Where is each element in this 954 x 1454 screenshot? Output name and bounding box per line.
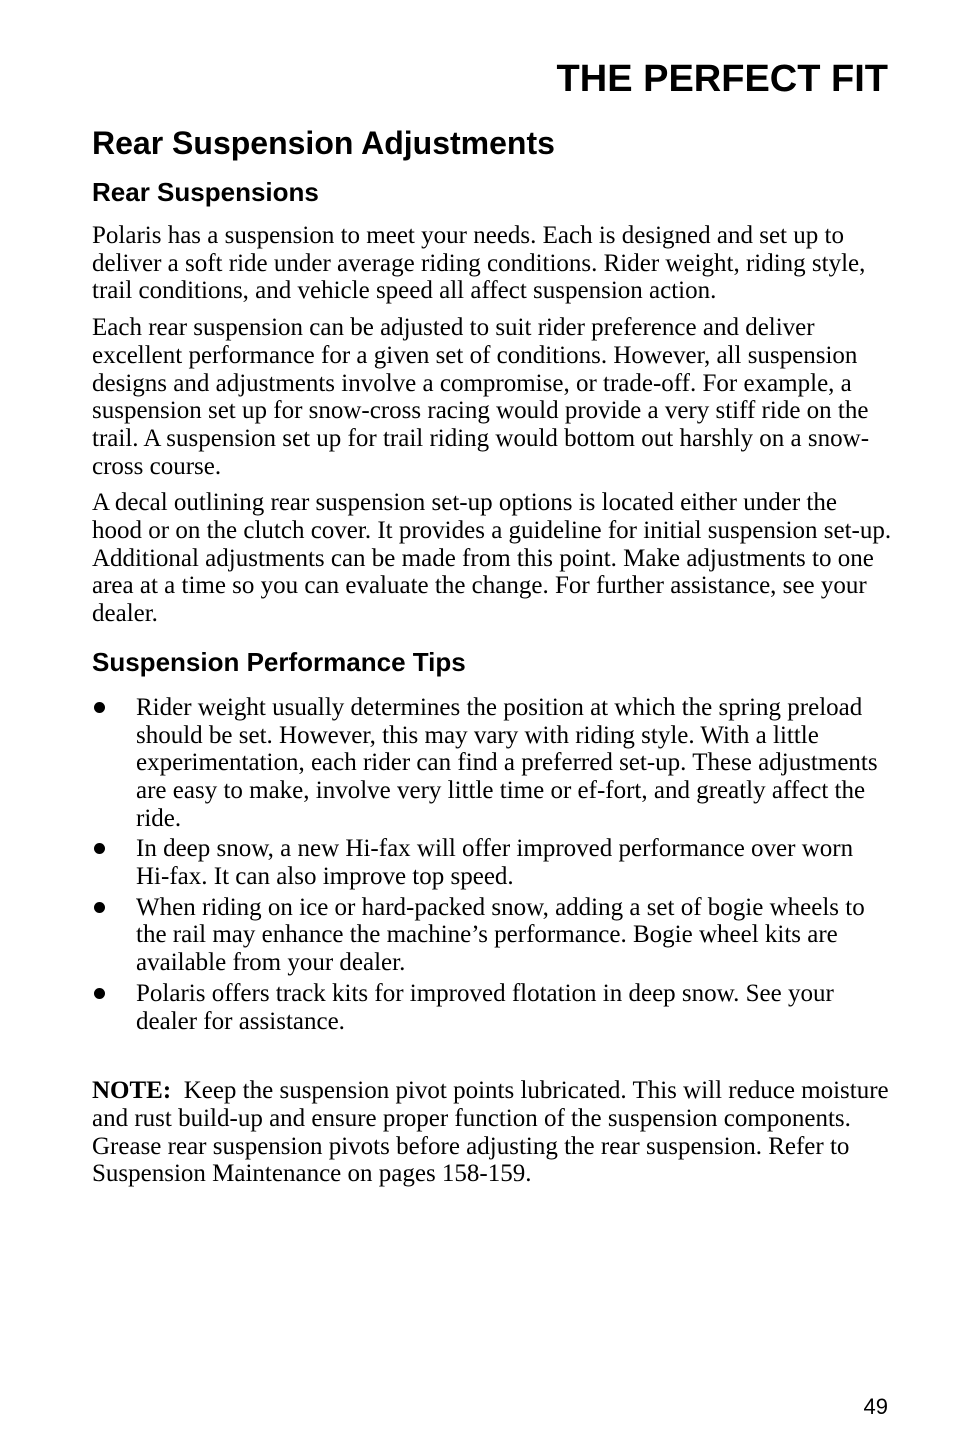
list-item bbox=[92, 894, 892, 977]
bullet-icon bbox=[94, 902, 105, 913]
bullet-icon bbox=[94, 988, 105, 999]
page-header-title: THE PERFECT FIT bbox=[556, 58, 888, 100]
note-text: Keep the suspension pivot points lubricated. This will reduce moisture and rust build-up and ensure proper function of the suspension components. Grease rear suspension pivots before adjusting the rear suspension. Refer to Suspension Maintenance on pages 158-159. bbox=[92, 1077, 889, 1188]
rear-suspensions-paragraph-1: Polaris has a suspension to meet your needs. Each is designed and set up to deliver a soft ride under average riding conditions. Rider weight, riding style, trail conditions, and vehicle speed all affect suspension action. bbox=[92, 222, 866, 305]
bullet-icon bbox=[94, 702, 105, 713]
performance-tips-list bbox=[92, 694, 892, 1035]
rear-suspensions-paragraph-2: Each rear suspension can be adjusted to suit rider preference and deliver excellent performance for a given set of conditions. However, all suspension designs and adjustments involve a compromise, or trade-off. For example, a suspension set up for snow-cross racing would provide a very stiff ride on the trail. A suspension set up for trail riding would bottom out harshly on a snow-cross course. bbox=[92, 314, 870, 480]
list-item bbox=[92, 694, 892, 833]
list-item bbox=[92, 835, 892, 890]
list-item-text: In deep snow, a new Hi-fax will offer improved performance over worn Hi-fax. It can also improve top speed. bbox=[136, 835, 854, 891]
section-title: Rear Suspension Adjustments bbox=[92, 125, 555, 161]
note-paragraph bbox=[92, 1077, 892, 1188]
note-label: NOTE: bbox=[92, 1077, 172, 1105]
bullet-icon bbox=[94, 843, 105, 854]
list-item bbox=[92, 980, 892, 1035]
list-item-text: Polaris offers track kits for improved flotation in deep snow. See your dealer for assistance. bbox=[136, 979, 834, 1035]
list-item-text: When riding on ice or hard-packed snow, adding a set of bogie wheels to the rail may enhance the machine’s performance. Bogie wheel kits are available from your dealer. bbox=[136, 893, 865, 977]
page-number: 49 bbox=[863, 1394, 888, 1419]
list-item-text: Rider weight usually determines the position at which the spring preload should be set. However, this may vary with riding style. With a little experimentation, each rider can find a preferred set-up. These adjustments are easy to make, involve very little time or ef-fort, and greatly affect the ride. bbox=[136, 693, 878, 832]
rear-suspensions-heading: Rear Suspensions bbox=[92, 177, 319, 207]
page-content bbox=[92, 120, 892, 1197]
performance-tips-heading: Suspension Performance Tips bbox=[92, 646, 466, 677]
rear-suspensions-paragraph-3: A decal outlining rear suspension set-up options is located either under the hood or on the clutch cover. It provides a guideline for initial suspension set-up. Additional adjustments can be made from this point. Make adjustments to one area at a time so you can evaluate the change. For further assistance, see your dealer. bbox=[92, 489, 892, 628]
